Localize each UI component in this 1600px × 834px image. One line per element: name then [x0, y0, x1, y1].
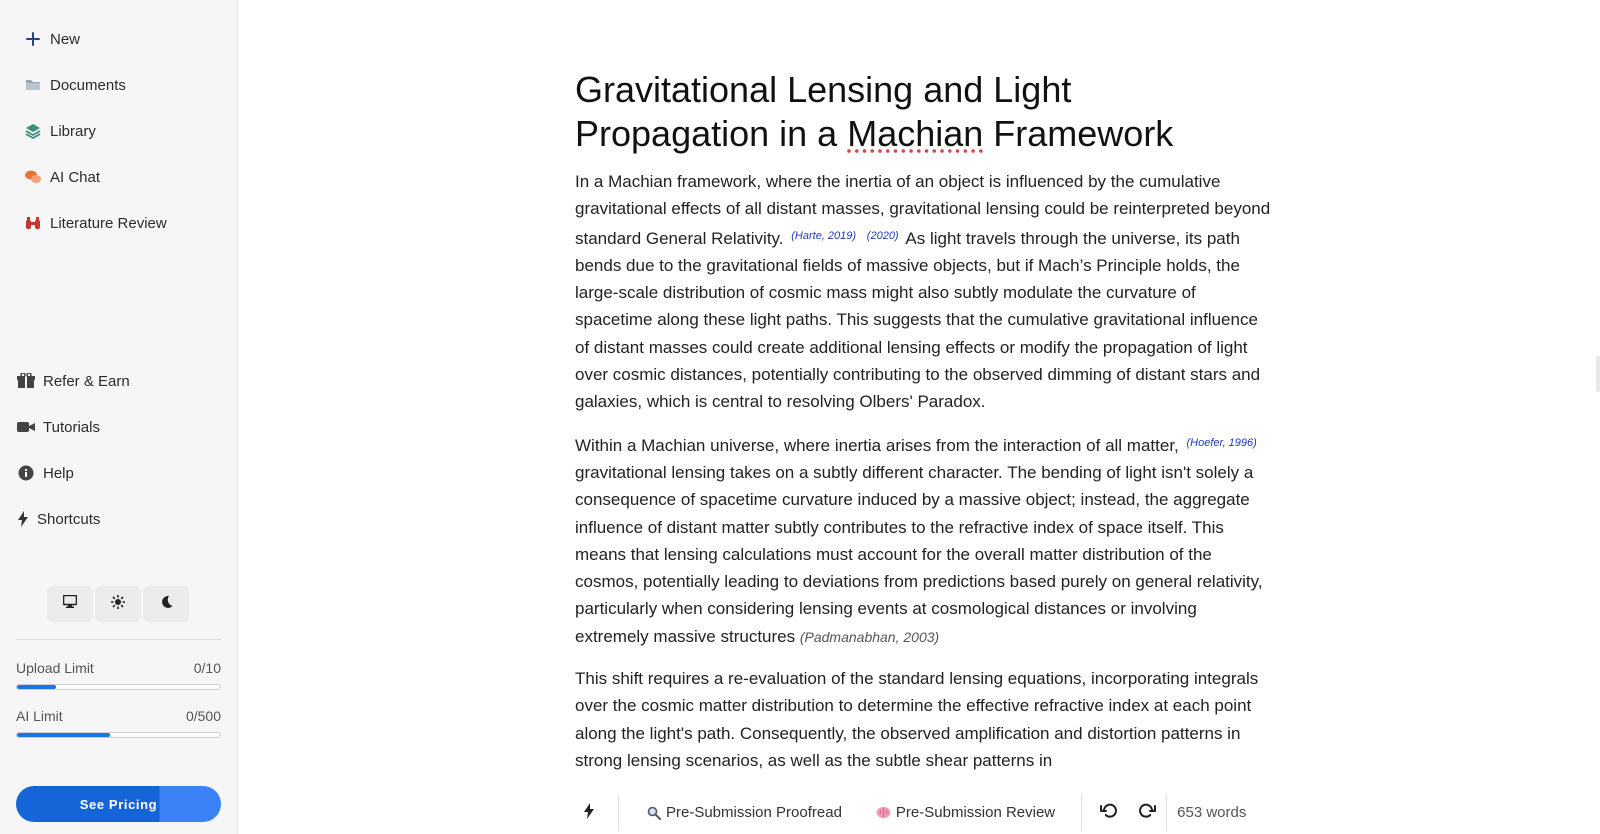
citation-hoefer-1996[interactable]: (Hoefer, 1996)	[1186, 436, 1257, 449]
citation-padmanabhan-2003[interactable]: (Padmanabhan, 2003)	[799, 628, 940, 645]
folder-icon	[24, 76, 42, 94]
toolbar-separator	[1081, 795, 1082, 831]
sun-icon	[111, 595, 125, 614]
sidebar	[0, 0, 238, 834]
paragraph-1-text-b: As light travels through the universe, its path bends due to the gravitational fields of massive objects, but if Mach’s Principle holds, the large-scale distribution of cosmic mass might also subtly modulate the curvature of spacetime along these light paths. This suggests that the cumulative gravitational influence of distant masses could create additional lensing effects or modify the propagation of light over cosmic distances, potentially contributing to the observed dimming of distant stars and galaxies, which is central to resolving Olbers' Paradox.	[575, 228, 1261, 412]
title-line-1: Gravitational Lensing and Light	[575, 69, 1072, 110]
upload-limit-row	[16, 660, 221, 676]
paragraph-2-text-b: gravitational lensing takes on a subtly different character. The bending of light isn't solely a consequence of spacetime curvature induced by a massive object; instead, the aggregate influence of distant matter subtly contributes to the refractive index of space itself. This means that lensing calculations must account for the overall matter distribution of the cosmos, potentially leading to deviations from predictions based purely on general relativity, particularly when considering lensing events at cosmological distances or involving extremely massive structures	[575, 462, 1263, 646]
undo-icon	[1100, 802, 1118, 824]
lightning-icon	[584, 803, 594, 823]
theme-dark-button[interactable]	[143, 586, 189, 622]
help-label: Help	[43, 464, 74, 482]
spelling-flagged-word[interactable]: Machian	[847, 113, 984, 154]
tutorials-label: Tutorials	[43, 418, 100, 436]
magnifier-icon	[647, 806, 661, 820]
ai-limit-label: AI Limit	[16, 708, 63, 724]
new-label: New	[50, 30, 81, 48]
layers-icon	[24, 122, 42, 140]
ai-limit-fill	[17, 733, 110, 737]
literature-review-label: Literature Review	[50, 214, 167, 232]
document-editor[interactable]	[575, 68, 1275, 788]
citation-harte-2019[interactable]: (Harte, 2019)	[791, 229, 857, 242]
paragraph-2-text-a: Within a Machian universe, where inertia arises from the interaction of all matter,	[575, 435, 1179, 455]
binoculars-icon	[24, 214, 42, 232]
plus-icon	[24, 30, 42, 48]
ai-limit-bar	[16, 732, 221, 738]
video-camera-icon	[17, 418, 35, 436]
refer-earn-label: Refer & Earn	[43, 372, 130, 390]
paragraph-1[interactable]	[575, 168, 1275, 416]
editor-toolbar	[574, 791, 1294, 834]
sidebar-item-ai-chat[interactable]	[24, 162, 100, 192]
theme-switcher	[47, 586, 191, 622]
pre-submission-review-button[interactable]	[866, 791, 1065, 834]
ai-limit-value: 0/500	[185, 708, 221, 724]
sidebar-item-refer-earn[interactable]	[17, 366, 130, 396]
chat-bubbles-icon	[24, 168, 42, 186]
redo-button[interactable]	[1128, 791, 1166, 834]
brain-icon	[876, 806, 891, 819]
paragraph-2[interactable]	[575, 430, 1275, 651]
info-icon	[17, 464, 35, 482]
library-label: Library	[50, 122, 96, 140]
right-panel-handle[interactable]	[1596, 356, 1600, 392]
shortcuts-label: Shortcuts	[37, 510, 101, 528]
paragraph-1-text-a: In a Machian framework, where the inertia of an object is influenced by the cumulative gravitational effects of all distant masses, gravitational lensing could be reinterpreted beyond standard General Relativity.	[575, 172, 1271, 248]
gift-icon	[17, 372, 35, 390]
redo-icon	[1138, 802, 1156, 824]
citation-2020[interactable]: (2020)	[866, 229, 899, 242]
sidebar-divider	[16, 639, 221, 640]
sidebar-item-literature-review[interactable]	[24, 208, 167, 238]
see-pricing-button[interactable]: See Pricing	[16, 786, 221, 822]
lightning-icon	[17, 510, 29, 528]
word-count: 653 words	[1177, 804, 1247, 821]
ai-limit-row	[16, 708, 221, 724]
theme-system-button[interactable]	[47, 586, 93, 622]
proofread-label: Pre-Submission Proofread	[666, 804, 842, 821]
new-button[interactable]	[24, 24, 80, 54]
upload-limit-fill	[17, 685, 56, 689]
monitor-icon	[63, 595, 77, 613]
title-line-2a: Propagation in a	[575, 113, 848, 154]
theme-light-button[interactable]	[95, 586, 141, 622]
ai-chat-label: AI Chat	[50, 168, 101, 186]
sidebar-item-library[interactable]	[24, 116, 96, 146]
shortcuts-toolbar-button[interactable]	[574, 791, 604, 834]
document-title[interactable]	[575, 68, 1275, 156]
moon-icon	[160, 595, 173, 614]
undo-button[interactable]	[1090, 791, 1128, 834]
pre-submission-proofread-button[interactable]	[637, 791, 852, 834]
upload-limit-value: 0/10	[193, 660, 221, 676]
review-label: Pre-Submission Review	[895, 804, 1056, 821]
sidebar-item-help[interactable]	[17, 458, 74, 488]
upload-limit-bar	[16, 684, 221, 690]
sidebar-item-documents[interactable]	[24, 70, 126, 100]
sidebar-item-shortcuts[interactable]	[17, 504, 100, 534]
sidebar-item-tutorials[interactable]	[17, 412, 100, 442]
title-line-2c: Framework	[983, 113, 1174, 154]
upload-limit-label: Upload Limit	[16, 660, 94, 676]
documents-label: Documents	[50, 76, 126, 94]
toolbar-separator	[618, 795, 619, 831]
paragraph-3[interactable]: This shift requires a re-evaluation of the standard lensing equations, incorporating integrals over the cosmic matter distribution to determine the effective refractive index at each point along the light's path. Consequently, the observed amplification and distortion patterns in strong lensing scenarios, as well as the subtle shear patterns in	[575, 669, 1259, 770]
